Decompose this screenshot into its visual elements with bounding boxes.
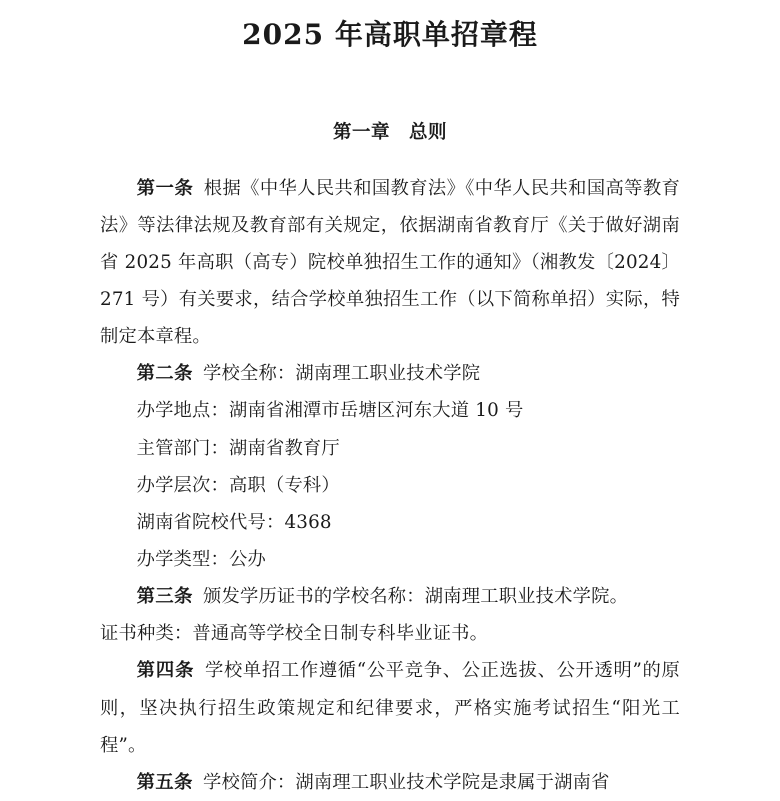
article-paragraph-2 — [100, 355, 680, 392]
article-paragraph-5 — [100, 764, 680, 801]
info-line-4: 湖南省院校代号：4368 — [136, 511, 332, 533]
info-line-3: 办学层次：高职（专科） — [136, 474, 340, 496]
article-text-2: 学校全称：湖南理工职业技术学院 — [203, 363, 481, 385]
article-label-4: 第四条 — [136, 660, 195, 682]
article-paragraph-1 — [100, 170, 680, 356]
article-text-3: 颁发学历证书的学校名称：湖南理工职业技术学院。 — [203, 586, 629, 608]
article-3-continuation: 证书种类：普通高等学校全日制专科毕业证书。 — [100, 623, 489, 645]
page-title: 2025 年高职单招章程 — [242, 18, 538, 51]
document-page — [0, 14, 780, 801]
article-text-5: 学校简介：湖南理工职业技术学院是隶属于湖南省 — [203, 771, 610, 793]
article-text-4: 学校单招工作遵循“公平竞争、公正选拔、公开透明”的原则，坚决执行招生政策规定和纪律要求，严格实施考试招生“阳光工程”。 — [100, 660, 680, 756]
article-label-2: 第二条 — [136, 363, 193, 385]
info-line-2: 主管部门：湖南省教育厅 — [136, 437, 340, 459]
article-paragraph-3 — [100, 578, 680, 615]
article-label-3: 第三条 — [136, 586, 193, 608]
article-paragraph-4 — [100, 652, 680, 763]
document-body — [0, 170, 780, 801]
article-text-1: 根据《中华人民共和国教育法》《中华人民共和国高等教育法》等法律法规及教育部有关规定，依据湖南省教育厅《关于做好湖南省 2025 年高职（高专）院校单独招生工作的通知》（湘教发〔2024〕271 号）有关要求，结合学校单独招生工作（以下简称单招）实际，特制定本章程。 — [100, 177, 681, 348]
info-line-1: 办学地点：湖南省湘潭市岳塘区河东大道 10 号 — [136, 400, 524, 422]
article-label-5: 第五条 — [136, 771, 193, 793]
chapter-heading: 第一章 总则 — [332, 122, 447, 143]
article-label-1: 第一条 — [136, 177, 194, 199]
info-line-5: 办学类型：公办 — [136, 549, 266, 570]
